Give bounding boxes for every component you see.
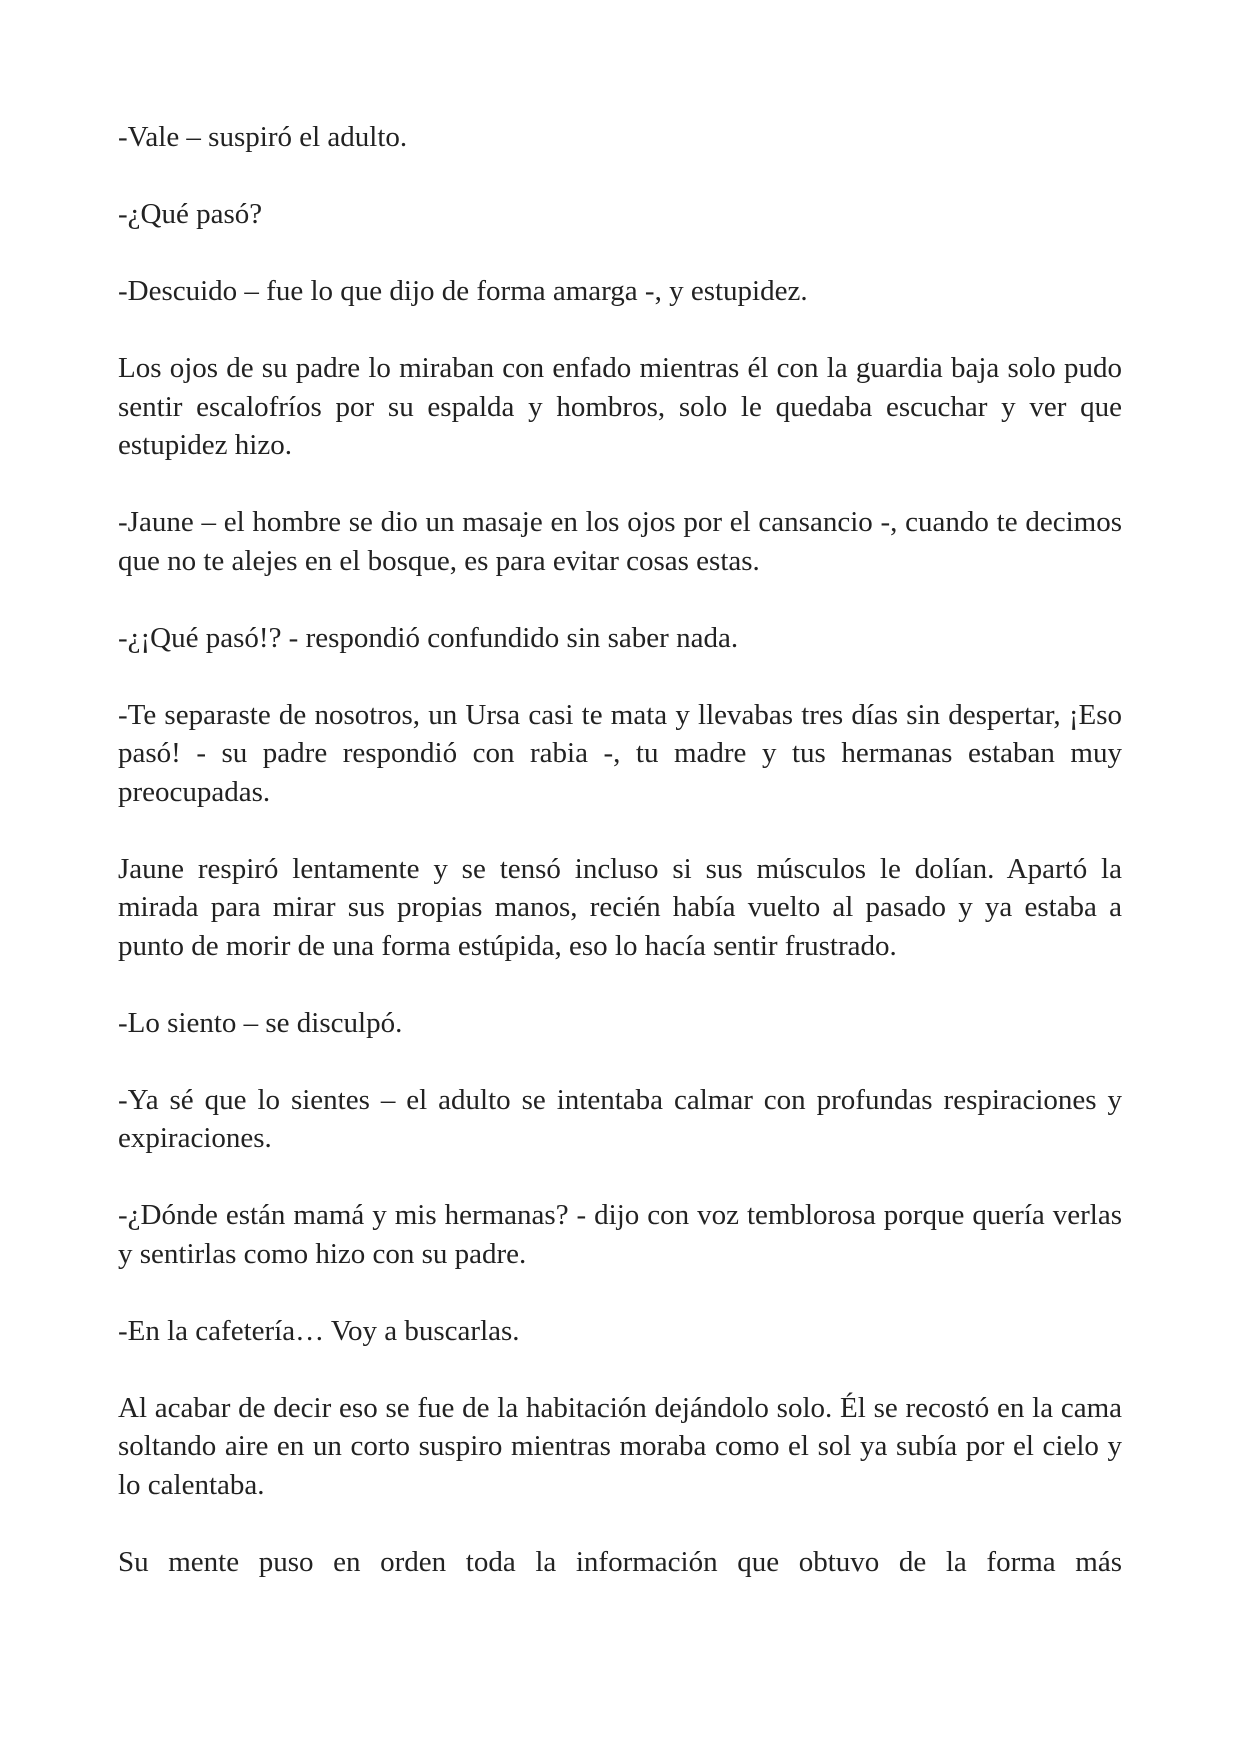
paragraph: -Te separaste de nosotros, un Ursa casi te mata y llevabas tres días sin despertar, ¡Eso pasó! - su padre respondió con rabia -, tu madre y tus hermanas estaban muy preocupadas.: [118, 698, 1122, 808]
paragraph: Su mente puso en orden toda la información que obtuvo de la forma más: [118, 1545, 1122, 1578]
paragraph: Al acabar de decir eso se fue de la habitación dejándolo solo. Él se recostó en la cama soltando aire en un corto suspiro mientras moraba como el sol ya subía por el cielo y lo calentaba.: [118, 1391, 1122, 1501]
paragraph: Jaune respiró lentamente y se tensó incluso si sus músculos le dolían. Apartó la mirada para mirar sus propias manos, recién había vuelto al pasado y ya estaba a punto de morir de una forma estúpida, eso lo hacía sentir frustrado.: [118, 852, 1122, 962]
paragraph: -Vale – suspiró el adulto.: [118, 121, 408, 153]
paragraph: -Ya sé que lo sientes – el adulto se intentaba calmar con profundas respiraciones y expiraciones.: [118, 1083, 1122, 1154]
body-text: [118, 118, 1122, 1581]
paragraph: -En la cafetería… Voy a buscarlas.: [118, 1314, 520, 1347]
paragraph: -¿¡Qué pasó!? - respondió confundido sin saber nada.: [118, 621, 739, 654]
paragraph: -¿Dónde están mamá y mis hermanas? - dijo con voz temblorosa porque quería verlas y sentirlas como hizo con su padre.: [118, 1199, 1122, 1270]
paragraph: Los ojos de su padre lo miraban con enfado mientras él con la guardia baja solo pudo sentir escalofríos por su espalda y hombros, solo le quedaba escuchar y ver que estupidez hizo.: [118, 352, 1122, 461]
paragraph: -¿Qué pasó?: [118, 198, 263, 230]
paragraph: -Jaune – el hombre se dio un masaje en los ojos por el cansancio -, cuando te decimos que no te alejes en el bosque, es para evitar cosas estas.: [118, 506, 1122, 577]
paragraph: -Descuido – fue lo que dijo de forma amarga -, y estupidez.: [118, 275, 808, 307]
paragraph: -Lo siento – se disculpó.: [118, 1006, 403, 1039]
